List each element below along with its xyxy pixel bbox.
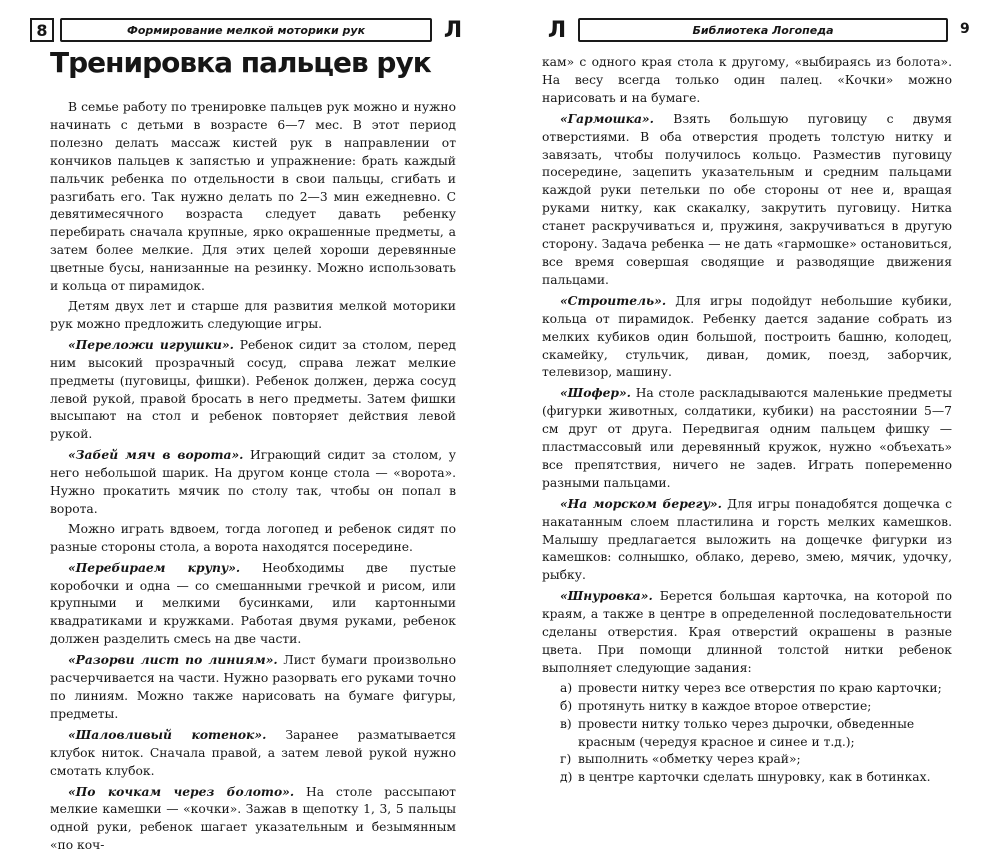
list-marker: а) <box>560 680 573 695</box>
paragraph-text: Берется большая карточка, на которой по краям, а также в центре в определенной последовательности сделаны отверстия. Края отверстий окрашены в разные цвета. При помощи длинной толстой нитки ребенок выполняет следующие задания: <box>542 589 952 675</box>
game-name: «На морском берегу». <box>560 495 722 511</box>
paragraph <box>50 783 456 856</box>
paragraph-text: Взять большую пуговицу с двумя отверстиями. В оба отверстия продеть толстую нитку и завязать, чтобы получилось кольцо. Разместив пуговицу посередине, зацепить указательным и средним пальцами каждой руки петельки по обе стороны от нее и, вращая руками нитку, как скакалку, закрутить пуговицу. Нитка станет раскручиваться и, пружиня, закручиваться в другую сторону. Задача ребенка — не дать «гармошке» остановиться, все время совершая сводящие и разводящие движения пальцами. <box>542 111 952 287</box>
task-list-item <box>542 680 952 698</box>
right-page-number: 9 <box>960 21 970 37</box>
paragraph <box>542 292 952 383</box>
game-name: «По кочкам через болото». <box>68 783 295 799</box>
paragraph <box>542 495 952 586</box>
paragraph-text: На столе рассыпают мелкие камешки — «кочки». Зажав в щепотку 1, 3, 5 пальцы одной руки, ребенок шагает указательным и безымянным «по коч- <box>50 784 456 853</box>
paragraph <box>542 587 952 678</box>
game-name: «Строитель». <box>560 292 667 308</box>
task-list-item <box>542 716 952 752</box>
paragraph <box>542 384 952 492</box>
list-marker: г) <box>560 752 572 767</box>
left-header-title: Формирование мелкой моторики рук <box>126 23 366 37</box>
paragraph-text: Детям двух лет и старше для развития мелкой моторики рук можно предложить следующие игры. <box>50 298 456 331</box>
right-header-letter: Л <box>547 17 567 43</box>
left-text-column <box>50 99 456 857</box>
paragraph <box>50 559 456 650</box>
game-name: «Перебираем крупу». <box>68 559 241 575</box>
list-item-text: протянуть нитку в каждое второе отверстие; <box>578 698 872 713</box>
paragraph <box>542 110 952 290</box>
paragraph-text: Для игры понадобятся дощечка с накатанным слоем пластилина и горсть мелких камешков. Малышу предлагается выложить на дощечке фигурки из камешков: солнышко, облако, дерево, змею, мячик, удочку, рыбку. <box>542 496 952 583</box>
right-header-title: Библиотека Логопеда <box>692 23 834 37</box>
paragraph <box>50 336 456 444</box>
list-item-text: выполнить «обметку через край»; <box>578 752 801 767</box>
paragraph <box>50 446 456 519</box>
paragraph-text: В семье работу по тренировке пальцев рук можно и нужно начинать с детьми в возрасте 6—7 мес. В этот период полезно делать массаж кистей рук в направлении от кончиков пальцев к запястью и упражнение: брать каждый пальчик ребенка по отдельности в свои пальцы, сгибать и разгибать его. Так нужно делать по 2—3 мин ежедневно. С девятимесячного возраста следует давать ребенку перебирать сначала крупные, ярко окрашенные предметы, а затем более мелкие. Для этих целей хороши деревянные цветные бусы, нанизанные на резинку. Можно использовать и кольца от пирамидок. <box>50 100 456 294</box>
game-name: «Разорви лист по линиям». <box>68 652 278 668</box>
paragraph <box>50 726 456 781</box>
paragraph-text: На столе раскладываются маленькие предметы (фигурки животных, солдатики, кубики) на расстоянии 5—7 см друг от друга. Передвигая одним пальцем фишку — пластмассовый или деревянный кружок, нужно «объехать» все препятствия, ничего не задев. Играть попеременно разными пальцами. <box>542 386 952 490</box>
task-list-item <box>542 769 952 787</box>
task-list-item <box>542 698 952 716</box>
left-header-bar <box>60 18 432 42</box>
list-item-text: провести нитку через все отверстия по краю карточки; <box>578 680 942 695</box>
game-name: «Переложи игрушки». <box>68 336 234 352</box>
list-marker: в) <box>560 716 572 731</box>
left-page-number: 8 <box>36 20 48 40</box>
left-running-header <box>30 18 470 42</box>
paragraph <box>50 651 456 724</box>
list-item-text: провести нитку только через дырочки, обведенные красным (чередуя красное и синее и т.д.); <box>578 716 915 749</box>
paragraph-text: Играющий сидит за столом, у него небольшой шарик. На другом конце стола — «ворота». Нужно прокатить мячик по столу так, чтобы он попал в ворота. <box>50 448 456 516</box>
left-header-letter: Л <box>443 17 463 43</box>
paragraph-text: Для игры подойдут небольшие кубики, кольца от пирамидок. Ребенку дается задание собрать из мелких кубиков один большой, построить башню, колодец, скамейку, стульчик, диван, домик, поезд, заборчик, телевизор, машину. <box>542 293 952 380</box>
game-name: «Шнуровка». <box>560 588 653 604</box>
game-name: «Шаловливый котенок». <box>68 726 267 742</box>
article-title: Тренировка пальцев рук <box>50 46 431 79</box>
list-marker: б) <box>560 698 573 713</box>
paragraph-text: Заранее разматывается клубок ниток. Сначала правой, а затем левой рукой нужно смотать клубок. <box>50 727 457 778</box>
right-header-bar <box>578 18 948 42</box>
paragraph-text: Необходимы две пустые коробочки и одна — со смешанными гречкой и рисом, или крупными и мелкими бусинками, или картонными квадратиками и кружками. Работая двумя руками, ребенок должен разделить смесь на две части. <box>50 560 456 647</box>
paragraph <box>50 521 456 557</box>
game-name: «Гармошка». <box>560 110 654 126</box>
right-text-column <box>542 54 952 787</box>
paragraph-text: Ребенок сидит за столом, перед ним высокий прозрачный сосуд, справа лежат мелкие предметы (пуговицы, фишки). Ребенок должен, держа сосуд левой рукой, правой бросать в него предметы. Затем фишки высыпают на стол и ребенок повторяет действия левой рукой. <box>50 337 456 442</box>
paragraph-text: Можно играть вдвоем, тогда логопед и ребенок сидят по разные стороны стола, а ворота находятся посередине. <box>50 521 456 554</box>
task-list-item <box>542 751 952 769</box>
right-running-header <box>542 18 982 42</box>
paragraph <box>50 99 456 296</box>
left-page <box>0 0 500 853</box>
paragraph-text: Лист бумаги произвольно расчерчивается на части. Нужно разорвать его руками точно по линиям. Можно также нарисовать на бумаге фигуры, предметы. <box>50 653 457 721</box>
game-name: «Шофер». <box>560 385 631 401</box>
right-page <box>500 0 1000 785</box>
task-list <box>542 680 952 787</box>
list-item-text: в центре карточки сделать шнуровку, как в ботинках. <box>578 770 931 785</box>
left-page-number-box <box>30 18 54 42</box>
continuation-paragraph: кам» с одного края стола к другому, «выбираясь из болота». На весу всегда только один палец. «Кочки» можно нарисовать и на бумаге. <box>542 55 952 105</box>
paragraph <box>50 298 456 334</box>
list-marker: д) <box>560 770 573 785</box>
game-name: «Забей мяч в ворота». <box>68 447 244 463</box>
